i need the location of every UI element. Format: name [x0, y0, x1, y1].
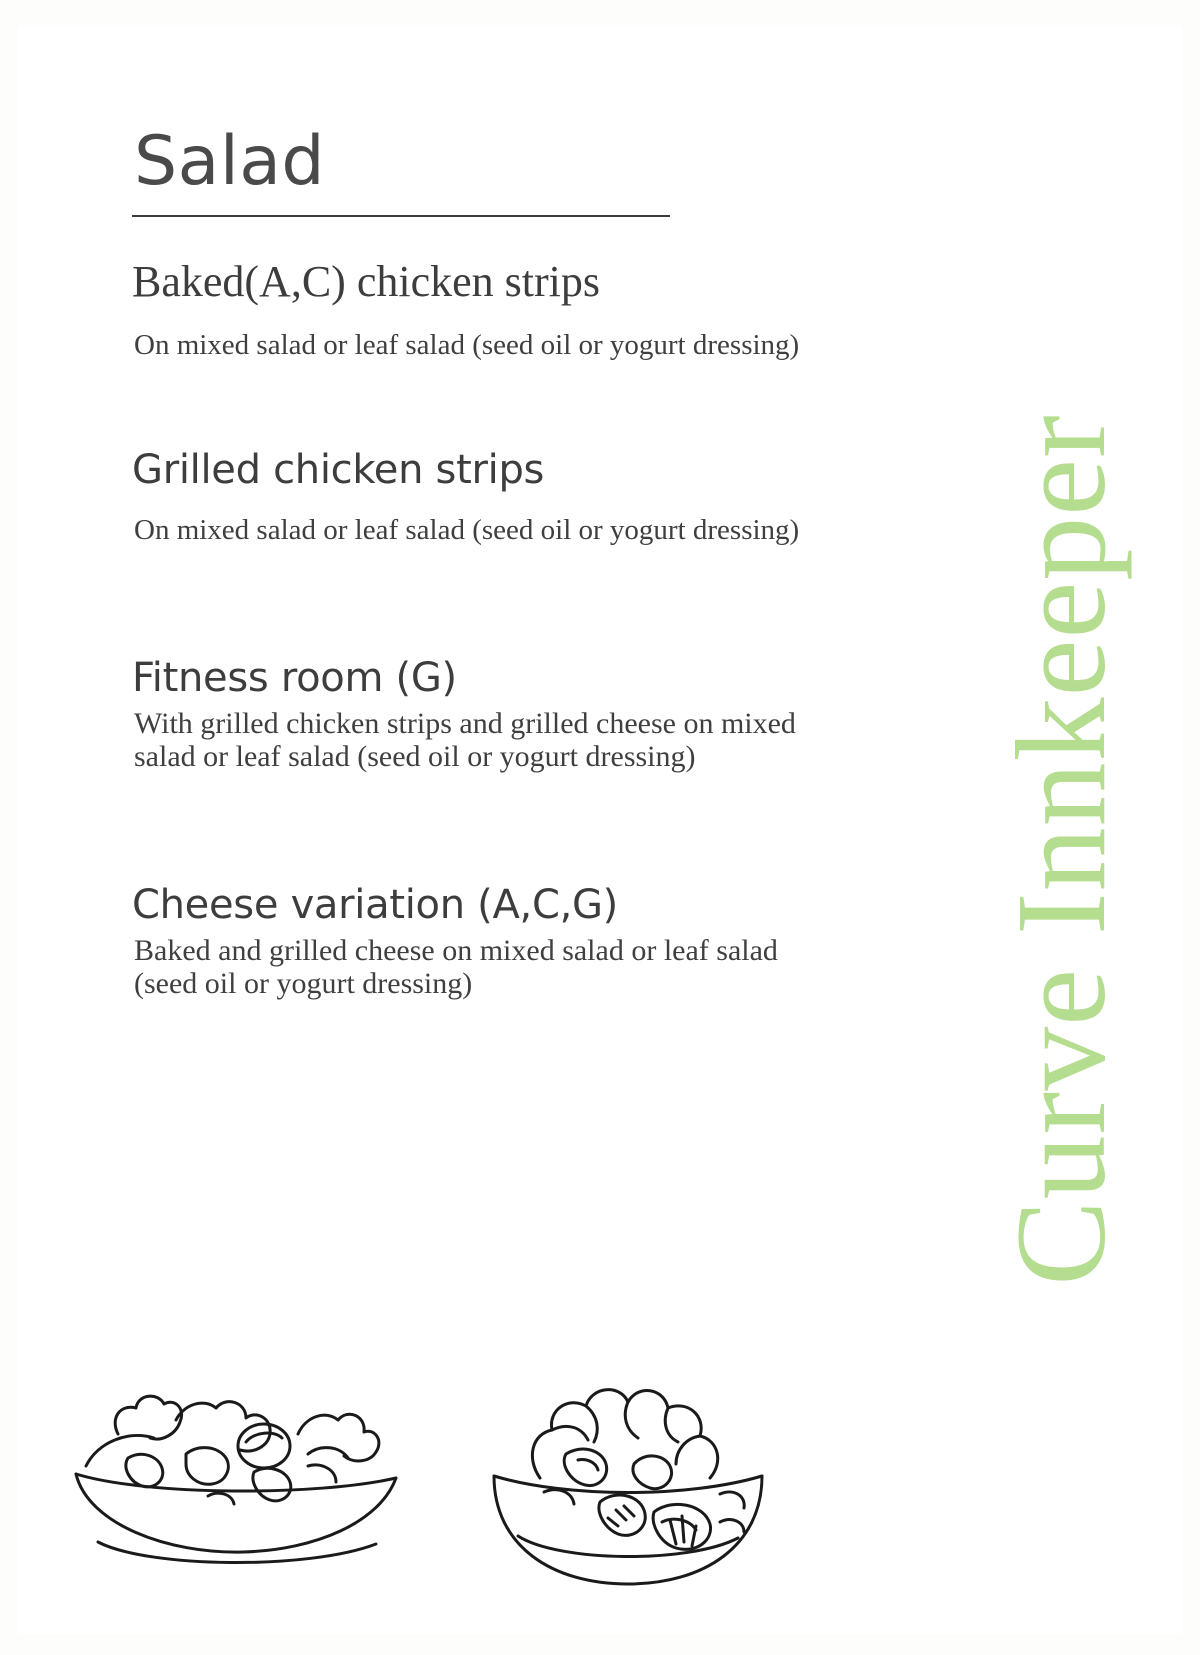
menu-item: [128, 655, 868, 774]
menu-item-name: Fitness room (G): [132, 654, 457, 701]
menu-item-name: Baked(A,C) chicken strips: [132, 257, 600, 307]
menu-item: [128, 257, 868, 361]
menu-item-description: On mixed salad or leaf salad (seed oil or yogurt dressing): [134, 514, 800, 547]
brand-name: Curve Innkeeper: [990, 414, 1132, 1286]
salad-bowl-flat-illustration: [58, 1346, 418, 1576]
brand-sidebar: [966, 26, 1156, 1634]
title-divider: [132, 215, 670, 217]
menu-item-description: With grilled chicken strips and grilled cheese on mixed salad or leaf salad (seed oil or yogurt dressing): [134, 706, 796, 774]
menu-item-name: Grilled chicken strips: [132, 447, 545, 494]
menu-item: [128, 882, 868, 1001]
page-title: Salad: [134, 122, 326, 201]
menu-item-description: On mixed salad or leaf salad (seed oil or yogurt dressing): [134, 328, 800, 361]
illustration-group: [58, 1326, 818, 1606]
menu-content: [128, 122, 868, 1001]
menu-item-description: Baked and grilled cheese on mixed salad or leaf salad (seed oil or yogurt dressing): [134, 933, 778, 1001]
salad-bowl-round-illustration: [448, 1326, 808, 1596]
menu-sheet: [18, 26, 1182, 1634]
menu-item-name: Cheese variation (A,C,G): [132, 881, 618, 928]
menu-item: [128, 447, 868, 546]
